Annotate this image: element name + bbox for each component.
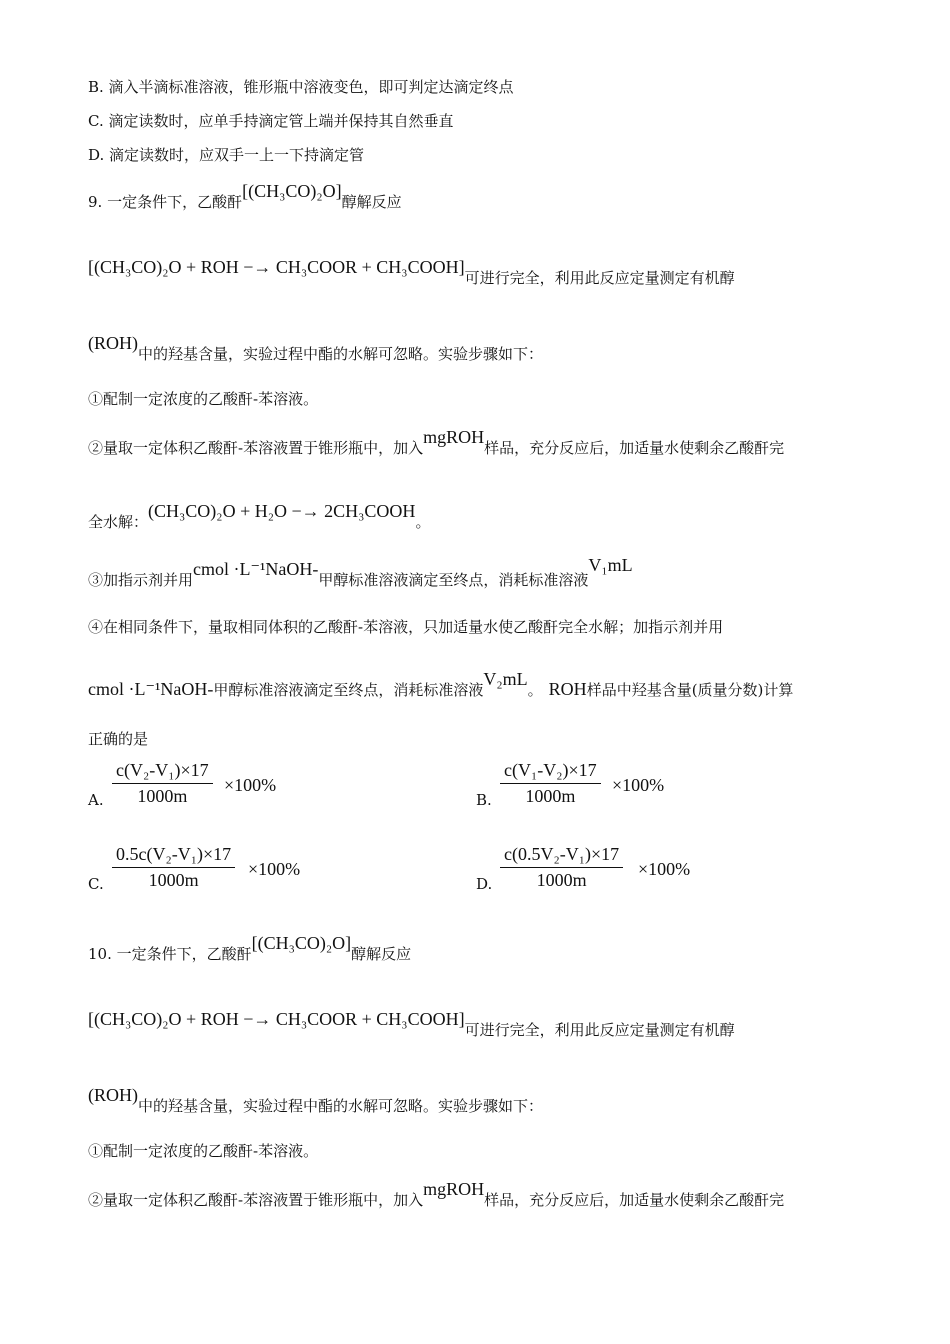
q9-step1: ①配制一定浓度的乙酸酐-苯溶液。: [88, 390, 319, 408]
q9-roh-line: [88, 333, 868, 365]
option-d-percent: ×100%: [638, 859, 691, 879]
q9-reaction-line: [88, 257, 868, 289]
q9-step4-mid: 甲醇标准溶液滴定至终点，消耗标准溶液: [213, 681, 484, 699]
q10-reaction-line: [88, 1009, 868, 1041]
q9-roh-tail: 中的羟基含量，实验过程中酯的水解可忽略。实验步骤如下：: [138, 345, 544, 363]
q9-v1: V₁mL: [588, 555, 633, 575]
q9-step2: [88, 427, 868, 459]
q9-reaction-tail: 可进行完全，利用此反应定量测定有机醇: [464, 269, 735, 287]
q10-step1: ①配制一定浓度的乙酸酐-苯溶液。: [88, 1142, 319, 1160]
q9-intro-text: 9. 一定条件下，乙酸酐: [88, 193, 243, 211]
q10-intro-text: 10. 一定条件下，乙酸酐: [88, 945, 252, 963]
option-d-label[interactable]: D.: [476, 875, 493, 893]
q9-v2: V₂mL: [483, 669, 528, 689]
q10-intro: [88, 933, 868, 965]
q10-intro-tail: 醇解反应: [351, 945, 412, 963]
q10-reaction-equation: [(CH₃CO)₂O + ROH −→ CH₃COOR + CH₃COOH]: [88, 1009, 465, 1029]
option-c-numerator: 0.5c(V₂-V₁)×17: [112, 844, 235, 868]
q9-hydrolysis-equation: (CH₃CO)₂O + H₂O −→ 2CH₃COOH: [148, 501, 416, 521]
q9-reaction-equation: [(CH₃CO)₂O + ROH −→ CH₃COOR + CH₃COOH]: [88, 257, 465, 277]
option-c-prev: C. 滴定读数时，应单手持滴定管上端并保持其自然垂直: [88, 112, 454, 130]
q9-roh-2: ROH: [548, 679, 587, 699]
q10-sample-mass: mgROH: [423, 1179, 485, 1199]
option-b-denominator: 1000m: [525, 786, 576, 806]
q10-reaction-tail: 可进行完全，利用此反应定量测定有机醇: [464, 1021, 735, 1039]
q9-hydrolysis-end: 。: [415, 513, 431, 531]
q10-roh: (ROH): [88, 1085, 138, 1105]
option-b-prev: B. 滴入半滴标准溶液，锥形瓶中溶液变色，即可判定达滴定终点: [88, 78, 514, 96]
q9-step4-period: 。: [527, 681, 543, 699]
option-d-denominator: 1000m: [536, 870, 587, 890]
option-a-numerator: c(V₂-V₁)×17: [112, 760, 213, 784]
q10-roh-line: [88, 1085, 868, 1117]
option-b-percent: ×100%: [612, 775, 665, 795]
q9-hydrolysis-line: [88, 501, 868, 533]
q9-step3: [88, 555, 868, 591]
option-a-fraction[interactable]: [112, 760, 213, 807]
option-d-fraction[interactable]: [500, 844, 623, 891]
q9-step3-text: ③加指示剂并用: [88, 571, 194, 589]
q9-step3-mid: 甲醇标准溶液滴定至终点，消耗标准溶液: [318, 571, 589, 589]
q9-anhydride-formula: [(CH₃CO)₂O]: [242, 181, 342, 201]
option-c-label[interactable]: C.: [88, 875, 104, 893]
option-b-numerator: c(V₁-V₂)×17: [500, 760, 601, 784]
q9-hydrolysis-label: 全水解：: [88, 513, 149, 531]
q9-naoh-conc: cmol ·L⁻¹NaOH-: [193, 559, 319, 579]
q10-anhydride-formula: [(CH₃CO)₂O]: [251, 933, 352, 953]
q9-sample-mass: mgROH: [423, 427, 485, 447]
q9-intro: [88, 181, 868, 213]
q9-step2-text: ②量取一定体积乙酸酐-苯溶液置于锥形瓶中，加入: [88, 439, 424, 457]
q9-step4-cont: [88, 669, 868, 701]
option-b-label[interactable]: B.: [476, 791, 492, 809]
option-d-numerator: c(0.5V₂-V₁)×17: [500, 844, 623, 868]
q10-step2-text: ②量取一定体积乙酸酐-苯溶液置于锥形瓶中，加入: [88, 1191, 424, 1209]
q9-step4-tail: 样品中羟基含量(质量分数)计算: [586, 681, 794, 699]
q10-roh-tail: 中的羟基含量，实验过程中酯的水解可忽略。实验步骤如下：: [138, 1097, 544, 1115]
q10-step2-tail: 样品，充分反应后，加适量水使剩余乙酸酐完: [484, 1191, 785, 1209]
q9-question-end: 正确的是: [88, 730, 149, 748]
q9-step4: ④在相同条件下，量取相同体积的乙酸酐-苯溶液，只加适量水使乙酸酐完全水解；加指示剂并用: [88, 618, 724, 636]
option-d-prev: D. 滴定读数时，应双手一上一下持滴定管: [88, 146, 365, 164]
option-b-fraction[interactable]: [500, 760, 601, 807]
q10-step2: [88, 1179, 868, 1211]
q9-naoh-conc-2: cmol ·L⁻¹NaOH-: [88, 679, 214, 699]
option-c-percent: ×100%: [248, 859, 301, 879]
option-a-label[interactable]: A.: [88, 791, 104, 809]
q9-step2-tail: 样品，充分反应后，加适量水使剩余乙酸酐完: [484, 439, 785, 457]
option-c-fraction[interactable]: [112, 844, 235, 891]
q9-roh: (ROH): [88, 333, 138, 353]
option-c-denominator: 1000m: [148, 870, 199, 890]
option-a-percent: ×100%: [224, 775, 277, 795]
q9-intro-tail: 醇解反应: [341, 193, 402, 211]
option-a-denominator: 1000m: [137, 786, 188, 806]
